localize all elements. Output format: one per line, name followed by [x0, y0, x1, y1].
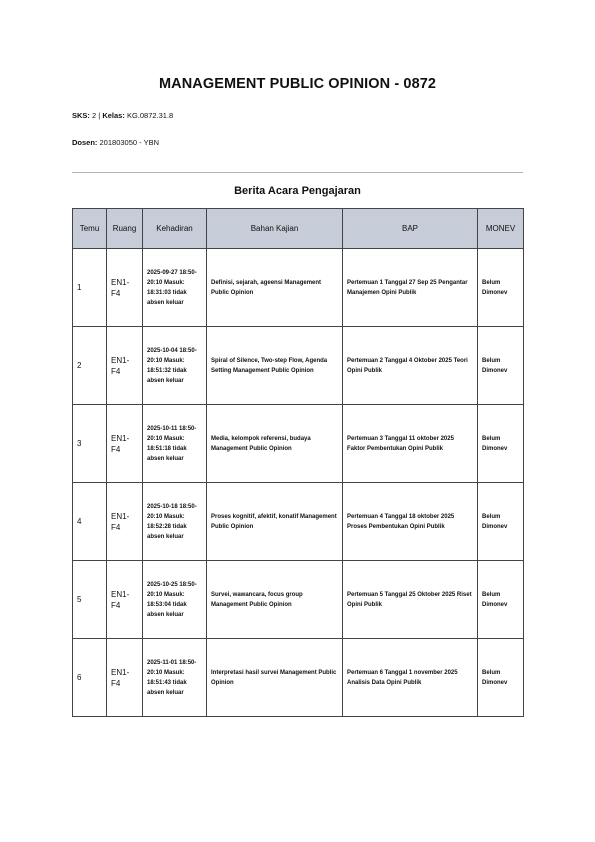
cell-bap: Pertemuan 4 Tanggal 18 oktober 2025 Proses Pembentukan Opini Publik — [343, 483, 478, 561]
meta-separator: | — [98, 111, 101, 120]
cell-ruang: EN1-F4 — [107, 639, 143, 717]
cell-kehadiran: 2025-10-18 18:50-20:10 Masuk: 18:52:28 tidak absen keluar — [143, 483, 207, 561]
cell-bahan-kajian: Interpretasi hasil survei Management Public Opinion — [207, 639, 343, 717]
cell-bap: Pertemuan 2 Tanggal 4 Oktober 2025 Teori Opini Publik — [343, 327, 478, 405]
cell-ruang: EN1-F4 — [107, 483, 143, 561]
bap-table — [72, 208, 524, 717]
cell-temu: 5 — [73, 561, 107, 639]
col-header-kehadiran: Kehadiran — [143, 209, 207, 249]
cell-temu: 3 — [73, 405, 107, 483]
col-header-temu: Temu — [73, 209, 107, 249]
table-row — [73, 561, 524, 639]
col-header-bahan-kajian: Bahan Kajian — [207, 209, 343, 249]
cell-monev: Belum Dimonev — [478, 561, 524, 639]
cell-temu: 2 — [73, 327, 107, 405]
course-meta — [72, 111, 173, 120]
table-row — [73, 405, 524, 483]
cell-kehadiran: 2025-10-04 18:50-20:10 Masuk: 18:51:32 tidak absen keluar — [143, 327, 207, 405]
cell-kehadiran: 2025-10-11 18:50-20:10 Masuk: 18:51:18 tidak absen keluar — [143, 405, 207, 483]
cell-bahan-kajian: Definisi, sejarah, ageensi Management Public Opinion — [207, 249, 343, 327]
table-row — [73, 249, 524, 327]
cell-kehadiran: 2025-10-25 18:50-20:10 Masuk: 18:53:04 tidak absen keluar — [143, 561, 207, 639]
table-row — [73, 639, 524, 717]
cell-temu: 1 — [73, 249, 107, 327]
kelas-label: Kelas: — [102, 111, 125, 120]
dosen-value: 201803050 - YBN — [99, 138, 160, 147]
kelas-value: KG.0872.31.8 — [126, 111, 174, 120]
cell-kehadiran: 2025-09-27 18:50-20:10 Masuk: 18:31:03 tidak absen keluar — [143, 249, 207, 327]
sks-label: SKS: — [72, 111, 90, 120]
cell-bap: Pertemuan 1 Tanggal 27 Sep 25 Pengantar Manajemen Opini Publik — [343, 249, 478, 327]
section-title: Berita Acara Pengajaran — [234, 185, 361, 197]
cell-monev: Belum Dimonev — [478, 483, 524, 561]
cell-bahan-kajian: Survei, wawancara, focus group Management Public Opinion — [207, 561, 343, 639]
cell-kehadiran: 2025-11-01 18:50-20:10 Masuk: 18:51:43 tidak absen keluar — [143, 639, 207, 717]
cell-bahan-kajian: Proses kognitif, afektif, konatif Management Public Opinion — [207, 483, 343, 561]
table-row — [73, 483, 524, 561]
cell-ruang: EN1-F4 — [107, 249, 143, 327]
col-header-ruang: Ruang — [107, 209, 143, 249]
lecturer-meta — [72, 138, 159, 147]
cell-bap: Pertemuan 3 Tanggal 11 oktober 2025 Faktor Pembentukan Opini Publik — [343, 405, 478, 483]
cell-temu: 6 — [73, 639, 107, 717]
divider — [72, 172, 523, 173]
col-header-bap: BAP — [343, 209, 478, 249]
cell-monev: Belum Dimonev — [478, 249, 524, 327]
cell-monev: Belum Dimonev — [478, 327, 524, 405]
cell-ruang: EN1-F4 — [107, 561, 143, 639]
dosen-label: Dosen: — [72, 138, 98, 147]
col-header-monev: MONEV — [478, 209, 524, 249]
cell-bahan-kajian: Media, kelompok referensi, budaya Management Public Opinion — [207, 405, 343, 483]
cell-ruang: EN1-F4 — [107, 327, 143, 405]
cell-bahan-kajian: Spiral of Silence, Two-step Flow, Agenda Setting Management Public Opinion — [207, 327, 343, 405]
table-row — [73, 327, 524, 405]
sks-value: 2 — [92, 111, 97, 120]
page-title: MANAGEMENT PUBLIC OPINION - 0872 — [158, 76, 437, 92]
cell-monev: Belum Dimonev — [478, 639, 524, 717]
table-header-row — [73, 209, 524, 249]
cell-bap: Pertemuan 5 Tanggal 25 Oktober 2025 Riset Opini Publik — [343, 561, 478, 639]
cell-bap: Pertemuan 6 Tanggal 1 november 2025 Analisis Data Opini Publik — [343, 639, 478, 717]
cell-ruang: EN1-F4 — [107, 405, 143, 483]
cell-monev: Belum Dimonev — [478, 405, 524, 483]
cell-temu: 4 — [73, 483, 107, 561]
